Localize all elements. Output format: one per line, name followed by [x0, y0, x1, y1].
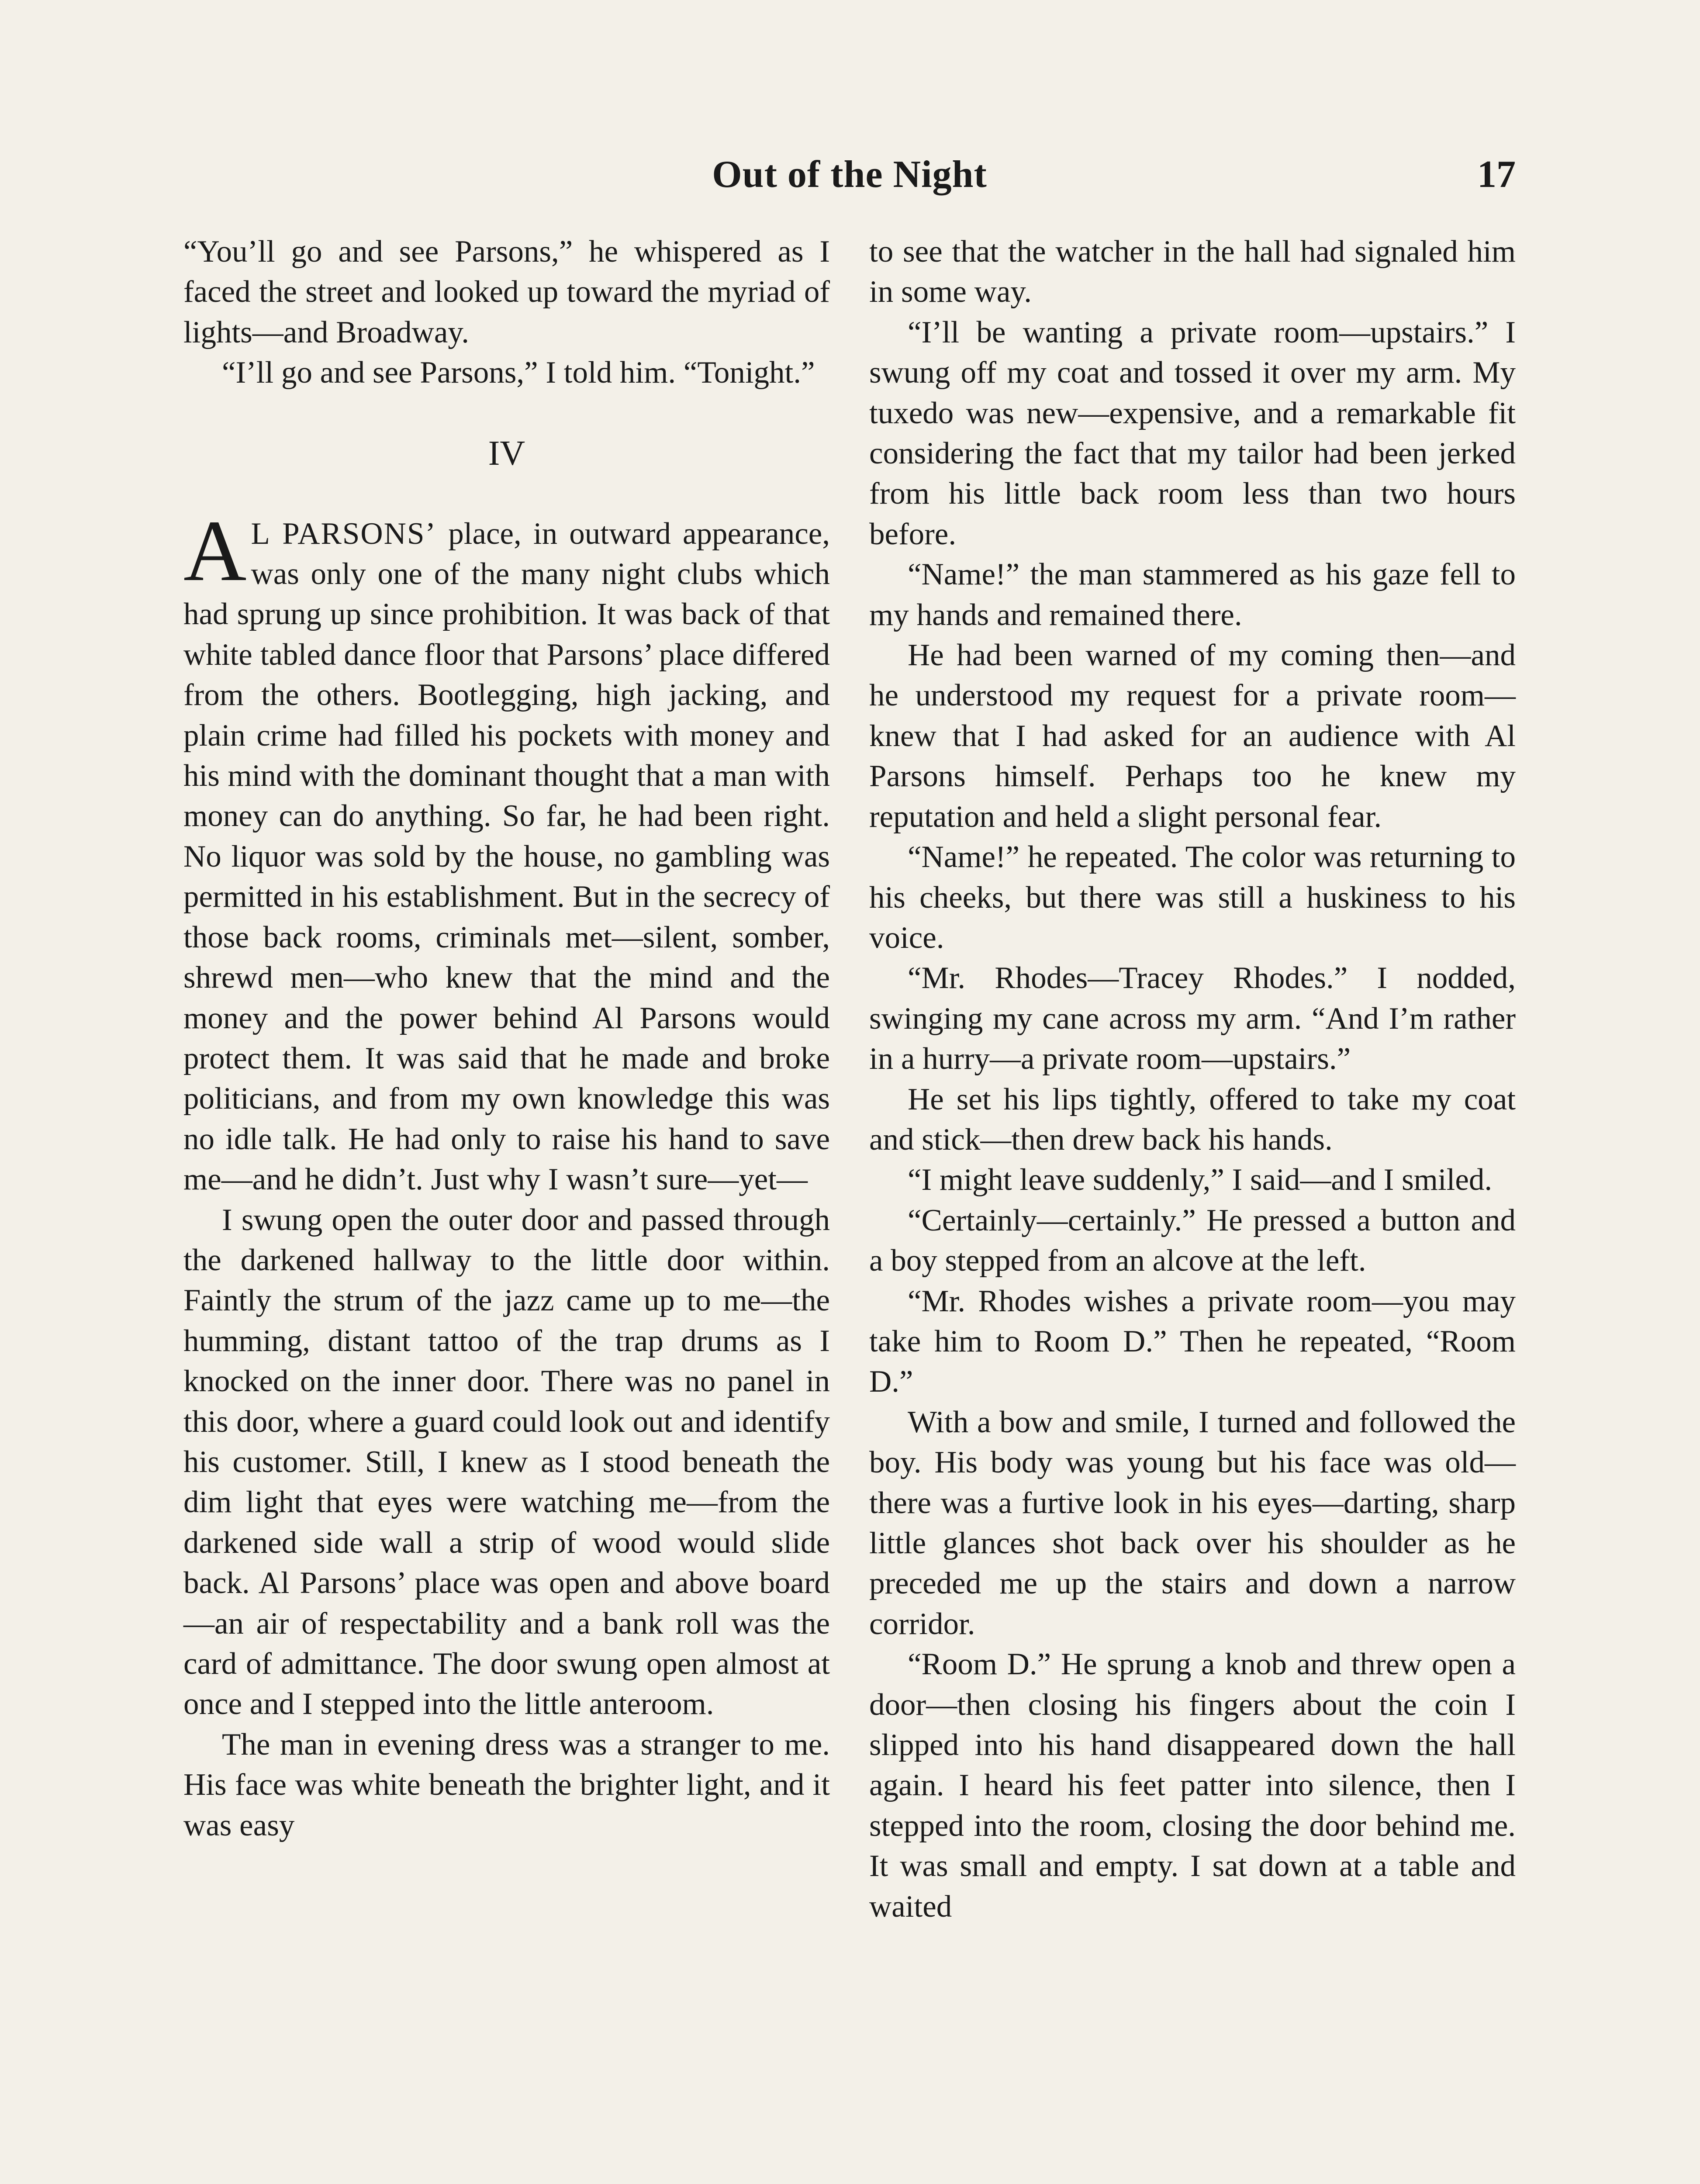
right-column: [869, 232, 1516, 1927]
paragraph: “I might leave suddenly,” I said—and I smiled.: [908, 1163, 1493, 1197]
paragraph: “I’ll go and see Parsons,” I told him. “Tonight.”: [222, 356, 815, 390]
paragraph: to see that the watcher in the hall had signaled him in some way.: [869, 235, 1516, 309]
dropcap-lead: L PARSONS’: [251, 516, 437, 551]
running-title: Out of the Night: [712, 153, 987, 196]
paragraph: I swung open the outer door and passed through the darkened hallway to the little door within. Faintly the strum of the jazz came up to me—the humming, distant tattoo of the trap drums as I knocked on the inner door. There was no panel in this door, where a guard could look out and identify his customer. Still, I knew as I stood beneath the dim light that eyes were watching me—from the darkened side wall a strip of wood would slide back. Al Parsons’ place was open and above board—an air of respectability and a bank roll was the card of admittance. The door swung open almost at once and I stepped into the little anteroom.: [183, 1203, 830, 1721]
page-number: 17: [1477, 153, 1516, 196]
paragraph: “Mr. Rhodes—Tracey Rhodes.” I nodded, swinging my cane across my arm. “And I’m rather in a hurry—a private room—upstairs.”: [869, 961, 1516, 1076]
page-header: [183, 151, 1516, 203]
paragraph: “Name!” the man stammered as his gaze fell to my hands and remained there.: [869, 557, 1516, 632]
left-column: [183, 232, 830, 1845]
paragraph: “Name!” he repeated. The color was returning to his cheeks, but there was still a huskiness to his voice.: [869, 840, 1516, 955]
paragraph: The man in evening dress was a stranger to me. His face was white beneath the brighter light, and it was easy: [183, 1727, 830, 1842]
paragraph: “Room D.” He sprung a knob and threw open a door—then closing his fingers about the coin I slipped into his hand disappeared down the hall again. I heard his feet patter into silence, then I stepped into the room, closing the door behind me. It was small and empty. I sat down at a table and waited: [869, 1647, 1516, 1924]
section-heading: IV: [488, 434, 525, 473]
paragraph: “Mr. Rhodes wishes a private room—you may take him to Room D.” Then he repeated, “Room D.”: [869, 1284, 1516, 1399]
paragraph-text: place, in outward appearance, was only one of the many night clubs which had sprung up since prohibition. It was back of that white tabled dance floor that Parsons’ place differed from the others. Bootlegging, high jacking, and plain crime had filled his pockets with money and his mind with the dominant thought that a man with money can do anything. So far, he had been right. No liquor was sold by the house, no gambling was permitted in his establishment. But in the secrecy of those back rooms, criminals met—silent, somber, shrewd men—who knew that the mind and the money and the power behind Al Parsons would protect them. It was said that he made and broke politicians, and from my own knowledge this was no idle talk. He had only to raise his hand to save me—and he didn’t. Just why I wasn’t sure—yet—: [183, 516, 830, 1197]
paragraph: “Certainly—certainly.” He pressed a button and a boy stepped from an alcove at the left.: [869, 1203, 1516, 1278]
paragraph: “I’ll be wanting a private room—upstairs.” I swung off my coat and tossed it over my arm. My tuxedo was new—expensive, and a remarkable fit considering the fact that my tailor had been jerked from his little back room less than two hours before.: [869, 315, 1516, 551]
paragraph: He set his lips tightly, offered to take my coat and stick—then drew back his hands.: [869, 1082, 1516, 1157]
paragraph-dropcap: [183, 502, 830, 1200]
paragraph: “You’ll go and see Parsons,” he whispered as I faced the street and looked up toward the myriad of lights—and Broadway.: [183, 235, 830, 349]
paragraph: He had been warned of my coming then—and he understood my request for a private room—knew that I had asked for an audience with Al Parsons himself. Perhaps too he knew my reputation and held a slight personal fear.: [869, 638, 1516, 834]
paragraph: With a bow and smile, I turned and followed the boy. His body was young but his face was old—there was a furtive look in his eyes—darting, sharp little glances shot back over his shoulder as he preceded me up the stairs and down a narrow corridor.: [869, 1405, 1516, 1641]
dropcap-letter: A: [183, 502, 247, 599]
